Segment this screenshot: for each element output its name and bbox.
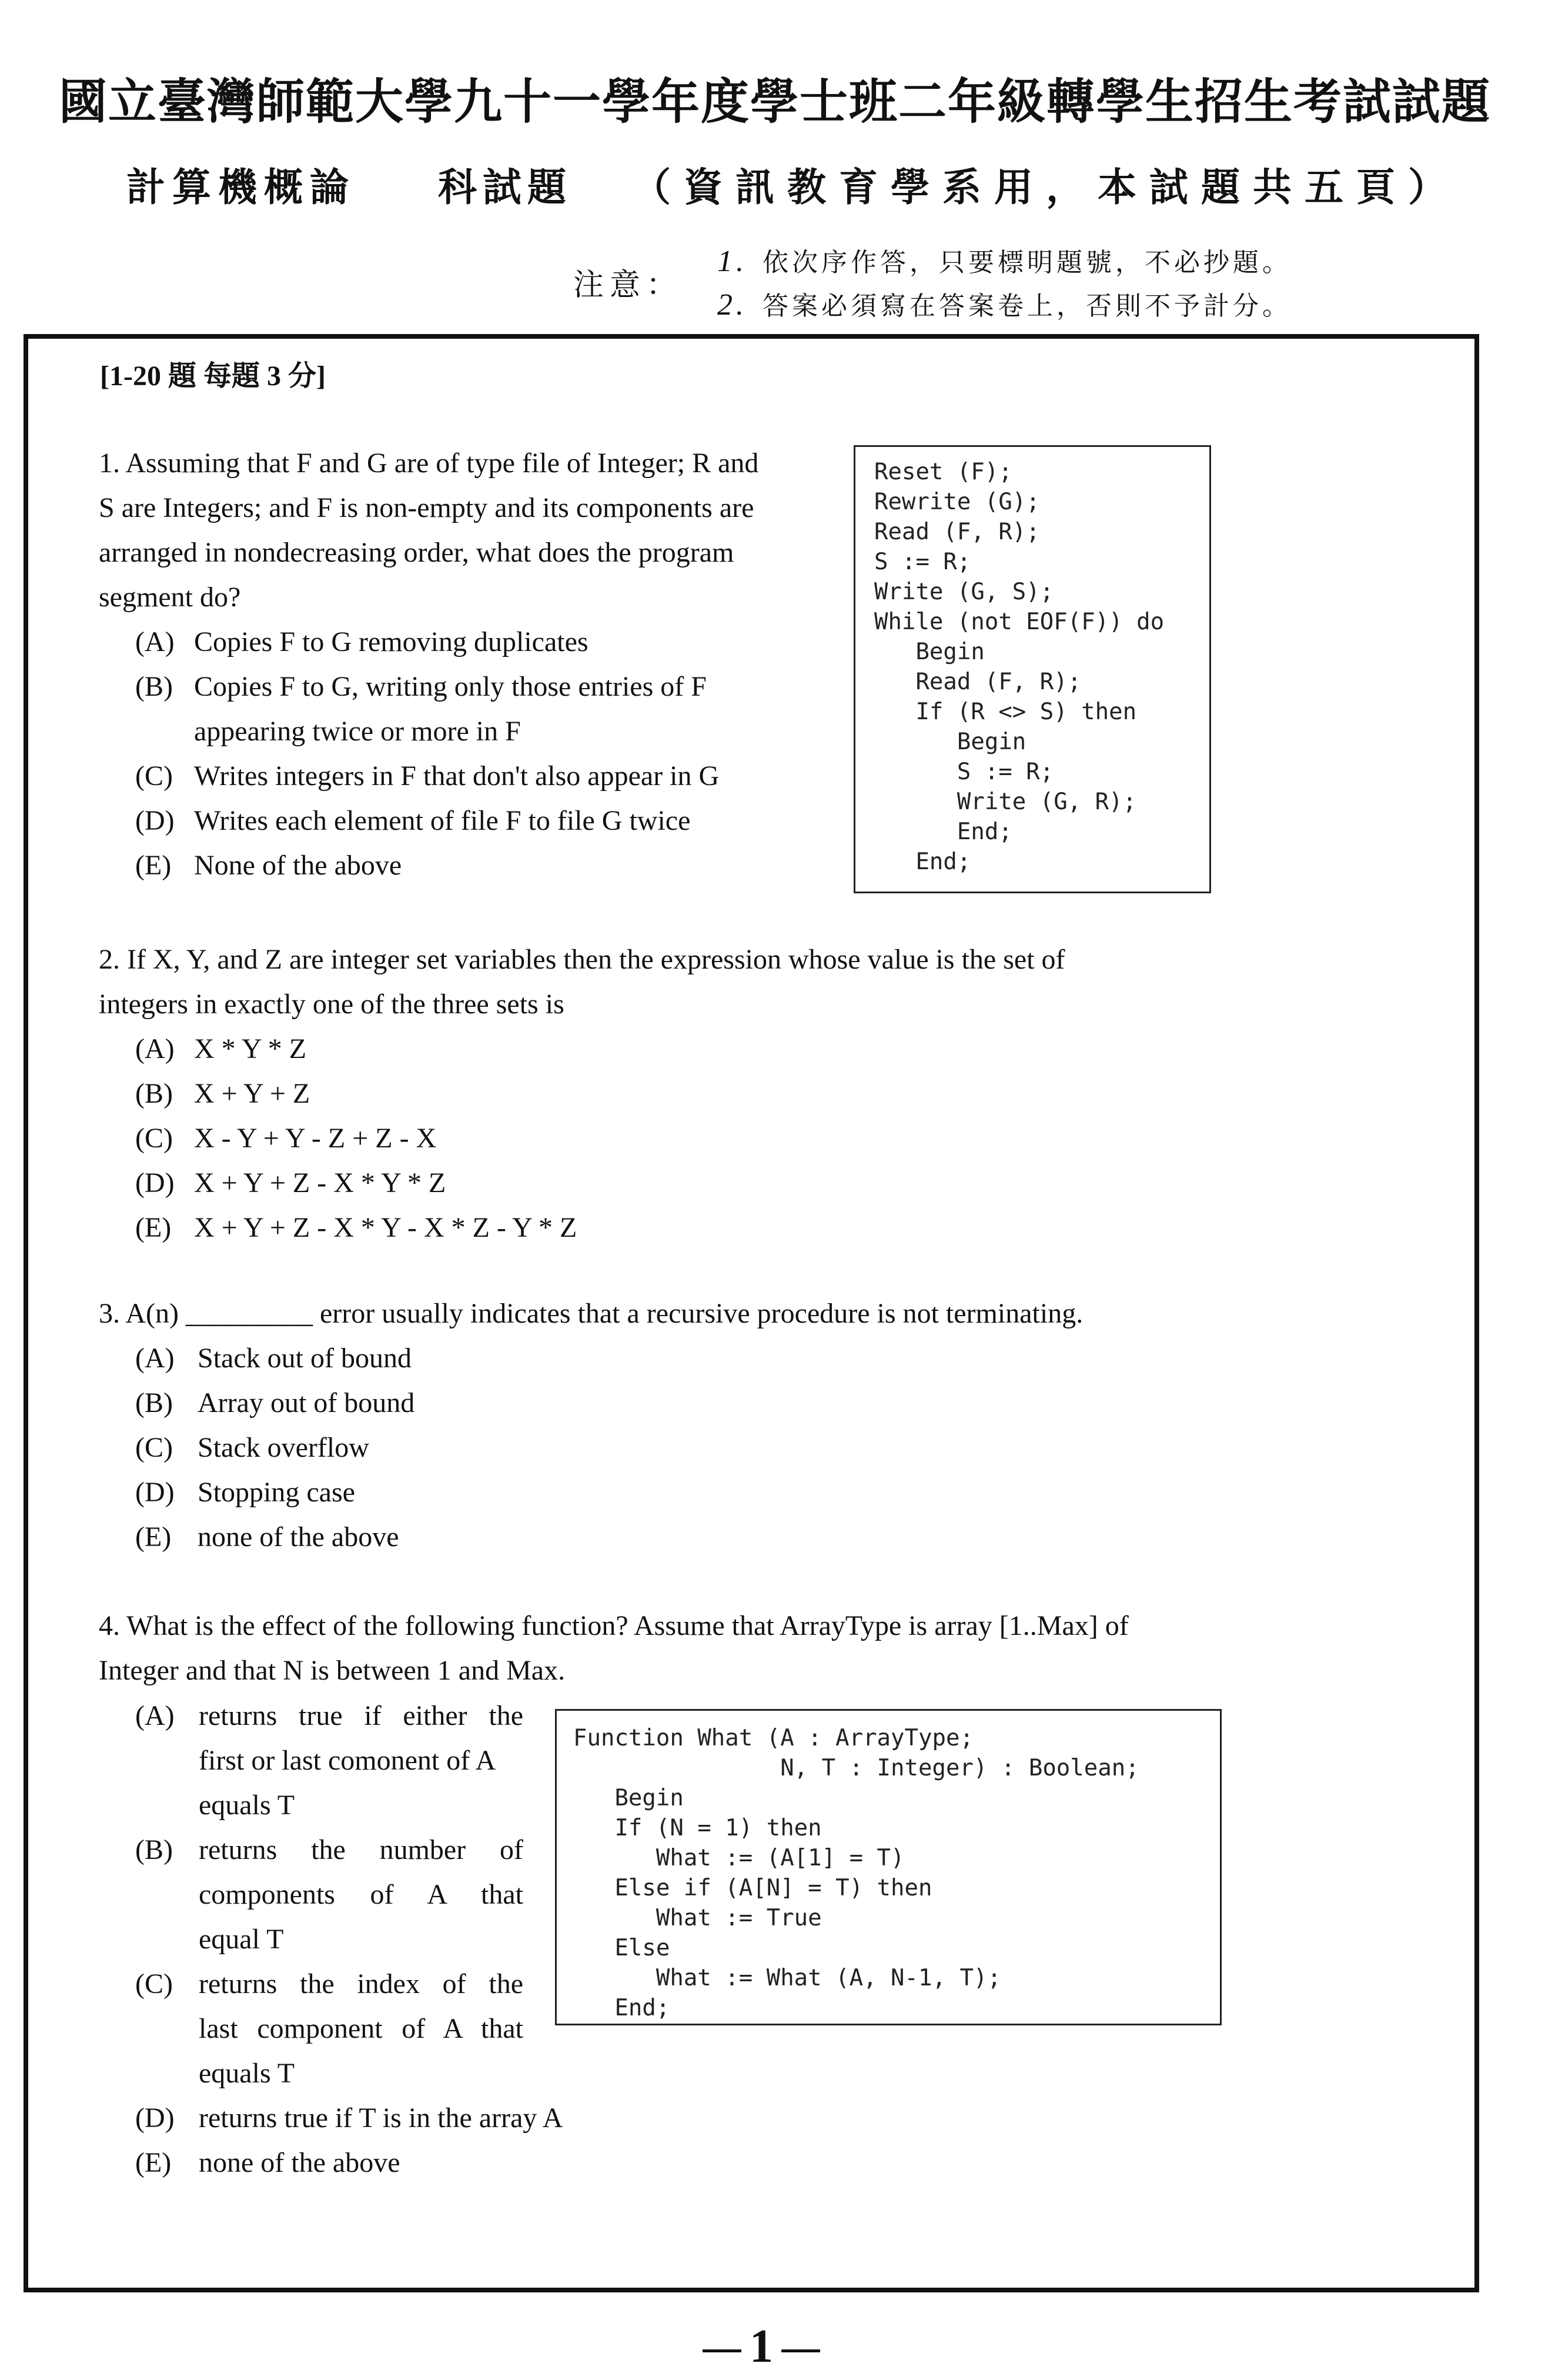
- question-line: 4. What is the effect of the following function? Assume that ArrayType is array [1..Max] of: [99, 1610, 1129, 1641]
- subject-suffix: 科試題: [438, 164, 572, 210]
- code-line: Begin: [573, 1785, 684, 1811]
- option-letter: (A): [135, 1343, 175, 1374]
- option: [135, 2096, 606, 2141]
- option: [135, 1027, 1076, 1071]
- notice-label: 注意：: [573, 268, 683, 303]
- code-line: Begin: [874, 729, 1026, 755]
- option: [135, 1161, 1076, 1206]
- option: [135, 1116, 1076, 1161]
- code-line: Write (G, S);: [874, 579, 1054, 605]
- question-3-options: [135, 1336, 1076, 1560]
- option-letter: (E): [135, 850, 172, 881]
- question-2-options: [135, 1027, 1076, 1250]
- code-line: Write (G, R);: [874, 789, 1137, 815]
- code-line: If (R <> S) then: [874, 699, 1137, 725]
- option: [135, 620, 841, 665]
- option-text: X + Y + Z: [194, 1078, 310, 1109]
- option-text: equals T: [199, 1790, 295, 1821]
- option-letter: (E): [135, 2147, 172, 2178]
- question-line: 3. A(n) _________ error usually indicates that a recursive procedure is not terminating.: [99, 1298, 1084, 1329]
- option: [135, 754, 841, 799]
- option-letter: (E): [135, 1212, 172, 1243]
- question-2-stem: [99, 937, 1392, 1027]
- question-line: segment do?: [99, 582, 241, 613]
- option-letter: (B): [135, 1387, 173, 1418]
- question-line: S are Integers; and F is non-empty and its components are: [99, 492, 754, 523]
- question-line: Integer and that N is between 1 and Max.: [99, 1655, 566, 1686]
- code-line: Else: [573, 1935, 670, 1961]
- code-block-q4: [555, 1709, 1222, 2025]
- question-1-options: [135, 620, 841, 888]
- code-line: End;: [573, 1995, 670, 2021]
- option-letter: (C): [135, 760, 173, 792]
- option: [135, 1828, 606, 1962]
- question-line: arranged in nondecreasing order, what does the program: [99, 537, 734, 568]
- code-line: S := R;: [874, 759, 1054, 785]
- option-text: returns true if either the: [199, 1700, 523, 1731]
- option: [135, 1336, 1076, 1381]
- page-number: [688, 2320, 835, 2374]
- option: [135, 1381, 1076, 1426]
- option-text: none of the above: [198, 1521, 399, 1553]
- option-text: equals T: [199, 2058, 295, 2089]
- option-text: returns the number of: [199, 1834, 523, 1865]
- option-text: Stack out of bound: [198, 1343, 412, 1374]
- notice-text: 答案必須寫在答案卷上，否則不予計分。: [763, 291, 1292, 321]
- code-line: Rewrite (G);: [874, 489, 1040, 515]
- question-1-stem: [99, 441, 834, 620]
- notice-number: 1.: [717, 245, 747, 278]
- option-text: first or last comonent of A: [199, 1745, 496, 1776]
- option-text: X - Y + Y - Z + Z - X: [194, 1123, 437, 1154]
- notice-item: [717, 285, 1292, 322]
- option-text: components of A that: [199, 1879, 523, 1910]
- code-line: What := (A[1] = T): [573, 1845, 905, 1871]
- option-letter: (D): [135, 2102, 175, 2134]
- option: [135, 1694, 606, 1828]
- option-letter: (B): [135, 1078, 173, 1109]
- option: [135, 1515, 1076, 1560]
- usage-note: （資訊教育學系用，本試題共五頁）: [632, 164, 1460, 210]
- option-text: X * Y * Z: [194, 1033, 307, 1064]
- option-text: Array out of bound: [198, 1387, 415, 1418]
- option-text: None of the above: [194, 850, 402, 881]
- option-text: Stack overflow: [198, 1432, 369, 1463]
- option-text: none of the above: [199, 2147, 400, 2178]
- option-text: Stopping case: [198, 1477, 355, 1508]
- subject-name: 計算機概論: [126, 164, 356, 210]
- option-text: returns true if T is in the array A: [199, 2102, 563, 2134]
- option-letter: (A): [135, 1700, 175, 1731]
- option-text: returns the index of the: [199, 1968, 523, 2000]
- option-letter: (E): [135, 1521, 172, 1553]
- question-3-stem: [99, 1291, 1392, 1336]
- question-line: 1. Assuming that F and G are of type file of Integer; R and: [99, 448, 759, 479]
- notice-text: 依次序作答，只要標明題號，不必抄題。: [763, 248, 1292, 278]
- question-line: integers in exactly one of the three sets is: [99, 989, 564, 1020]
- option: [135, 1470, 1076, 1515]
- notice-number: 2.: [717, 288, 747, 322]
- code-line: S := R;: [874, 549, 971, 575]
- code-line: End;: [874, 849, 971, 875]
- option: [135, 843, 841, 888]
- option-letter: (C): [135, 1432, 173, 1463]
- option-text: X + Y + Z - X * Y * Z: [194, 1167, 446, 1199]
- option-text: equal T: [199, 1924, 284, 1955]
- option-text: appearing twice or more in F: [194, 716, 521, 747]
- question-4-stem: [99, 1604, 1392, 1693]
- notice-item: [717, 241, 1292, 279]
- option-text: Writes each element of file F to file G twice: [194, 805, 691, 836]
- code-line: What := True: [573, 1905, 822, 1931]
- code-line: While (not EOF(F)) do: [874, 609, 1165, 635]
- option-text: Copies F to G removing duplicates: [194, 626, 588, 657]
- code-block-q1: [854, 445, 1211, 893]
- code-line: N, T : Integer) : Boolean;: [573, 1755, 1139, 1781]
- code-line: What := What (A, N-1, T);: [573, 1965, 1001, 1991]
- option: [135, 799, 841, 843]
- option-letter: (B): [135, 1834, 173, 1865]
- section-heading: [1-20 題 每題 3 分]: [100, 360, 326, 392]
- option: [135, 1962, 606, 2096]
- code-line: Begin: [874, 639, 985, 665]
- option-text: Copies F to G, writing only those entries of F: [194, 671, 707, 702]
- code-line: Reset (F);: [874, 459, 1012, 485]
- page-number-value: 1: [750, 2321, 773, 2372]
- code-line: Else if (A[N] = T) then: [573, 1875, 932, 1901]
- code-line: Read (F, R);: [874, 519, 1040, 545]
- dash-left: [703, 2349, 741, 2352]
- question-4-options: [135, 1694, 606, 2185]
- option: [135, 1206, 1076, 1250]
- option-letter: (C): [135, 1968, 173, 2000]
- option-letter: (A): [135, 1033, 175, 1064]
- option: [135, 1071, 1076, 1116]
- code-line: Function What (A : ArrayType;: [573, 1725, 974, 1751]
- option-text: last component of A that: [199, 2013, 523, 2044]
- question-line: 2. If X, Y, and Z are integer set variables then the expression whose value is the set of: [99, 944, 1065, 975]
- option-text: Writes integers in F that don't also appear in G: [194, 760, 720, 792]
- dash-right: [781, 2349, 820, 2352]
- option-letter: (B): [135, 671, 173, 702]
- option: [135, 1426, 1076, 1470]
- code-line: If (N = 1) then: [573, 1815, 822, 1841]
- option-letter: (D): [135, 1167, 175, 1199]
- option-letter: (D): [135, 1477, 175, 1508]
- option: [135, 2141, 606, 2185]
- code-line: Read (F, R);: [874, 669, 1082, 695]
- option: [135, 665, 841, 754]
- option-text: X + Y + Z - X * Y - X * Z - Y * Z: [194, 1212, 577, 1243]
- option-letter: (D): [135, 805, 175, 836]
- option-letter: (C): [135, 1123, 173, 1154]
- code-line: End;: [874, 819, 1012, 845]
- option-letter: (A): [135, 626, 175, 657]
- exam-title: 國立臺灣師範大學九十一學年度學士班二年級轉學生招生考試試題: [59, 74, 1492, 130]
